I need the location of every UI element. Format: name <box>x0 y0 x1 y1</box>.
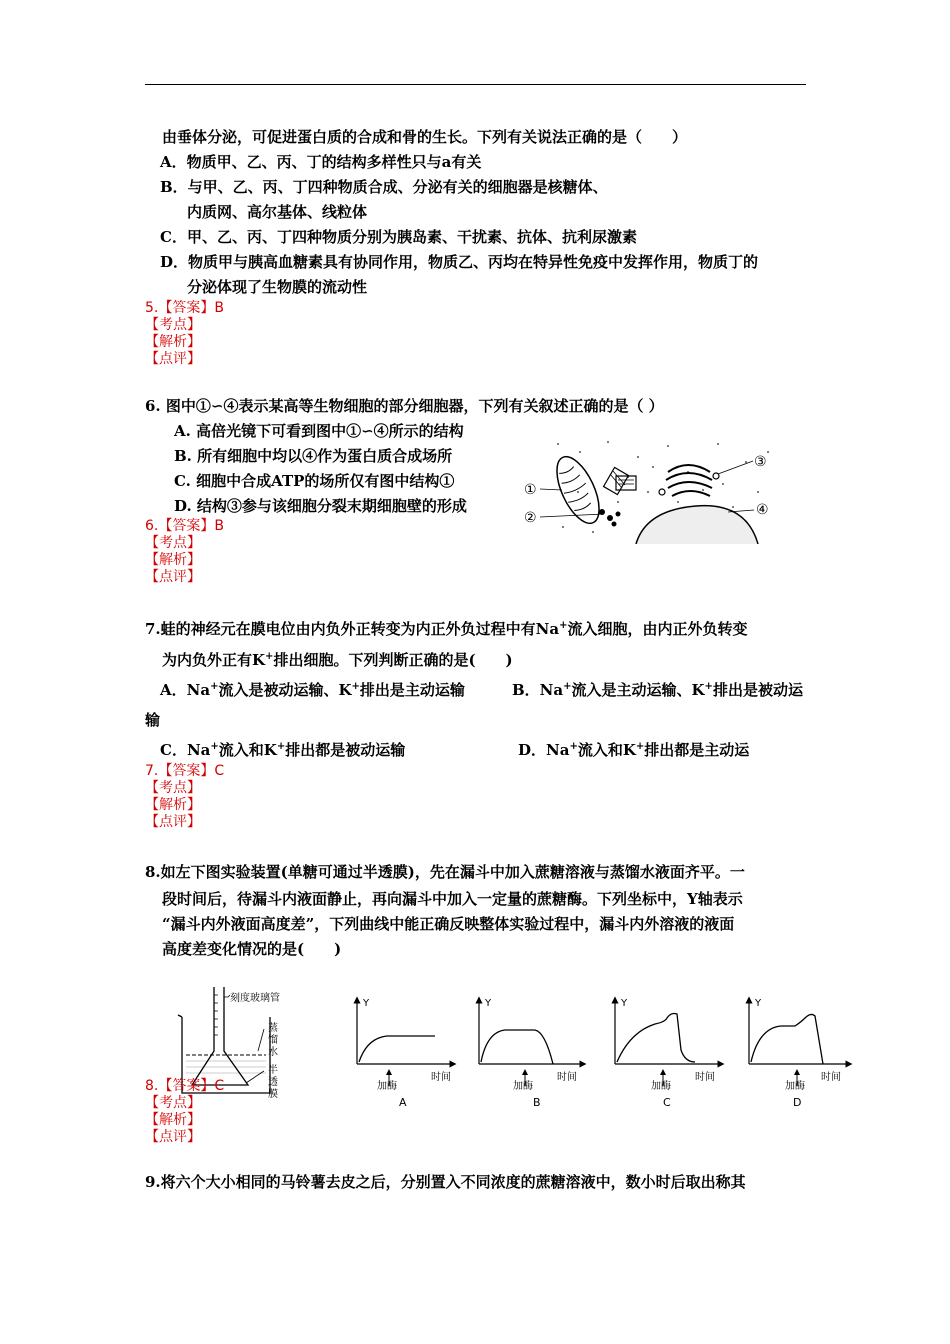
ribosome-icon <box>599 509 621 527</box>
graph-letter-d: D <box>793 1096 802 1109</box>
graph-letter-c: C <box>663 1096 671 1109</box>
curve-c <box>617 1014 695 1063</box>
q6-option-a: A. 高倍光镜下可看到图中①∽④所示的结构 <box>174 422 464 440</box>
q7-stem2-a: 为内负外正有K <box>162 651 266 669</box>
x-axis-label: 时间 <box>557 1072 577 1083</box>
fig-label-1: ① <box>524 482 537 498</box>
height-difference-graphs <box>345 992 855 1112</box>
graph-letter-b: B <box>533 1096 541 1109</box>
x-axis-label: 时间 <box>821 1072 841 1083</box>
q7-option-d <box>518 740 749 760</box>
q8-answer: 8.【答案】C <box>145 1078 225 1094</box>
q6-stem: 6. 图中①∽④表示某高等生物细胞的部分细胞器，下列有关叙述正确的是（ ） <box>145 397 664 415</box>
q5-jiexi: 【解析】 <box>145 334 201 350</box>
q5-option-c: C．甲、乙、丙、丁四种物质分别为胰岛素、干扰素、抗体、抗利尿激素 <box>160 228 637 246</box>
q7-option-a <box>160 680 465 700</box>
superscript: + <box>704 681 713 692</box>
superscript: + <box>351 681 360 692</box>
q7-stem1-b: 流入细胞，由内正外负转变 <box>567 620 748 638</box>
q9-stem: 9.将六个大小相同的马铃薯去皮之后，分别置入不同浓度的蔗糖溶液中，数小时后取出称其 <box>145 1173 746 1191</box>
q6-jiexi: 【解析】 <box>145 552 201 568</box>
superscript: + <box>563 681 572 692</box>
enzyme-label: 加酶 <box>651 1081 671 1092</box>
superscript: + <box>276 741 286 752</box>
q7-option-b <box>512 680 803 700</box>
q7-stem-line1 <box>145 619 748 639</box>
curve-a <box>359 1036 435 1062</box>
q5-option-d: D．物质甲与胰高血糖素具有协同作用，物质乙、丙均在特异性免疫中发挥作用，物质丁的 <box>160 253 759 271</box>
q7-kaodian: 【考点】 <box>145 780 201 796</box>
cell-organelle-figure <box>518 432 780 544</box>
header-rule <box>145 84 806 85</box>
q7-d-3: 排出都是主动运 <box>644 741 750 759</box>
x-axis-label: 时间 <box>695 1072 715 1083</box>
q7-dianping: 【点评】 <box>145 814 201 830</box>
fig-label-4: ④ <box>756 502 769 518</box>
q7-a-1: A．Na <box>160 681 211 699</box>
q6-option-c: C. 细胞中合成ATP的场所仅有图中结构① <box>174 472 455 490</box>
q8-stem-line4: 高度差变化情况的是( ) <box>162 940 342 958</box>
superscript: + <box>559 620 568 631</box>
curve-d <box>751 1014 823 1064</box>
graph-c <box>615 998 721 1109</box>
q7-jiexi: 【解析】 <box>145 797 201 813</box>
q7-stem1-a: 7.蛙的神经元在膜电位由内负外正转变为内正外负过程中有Na <box>145 620 560 638</box>
q7-answer: 7.【答案】C <box>145 763 225 779</box>
graph-b <box>479 998 583 1109</box>
label-membrane-1: 半 <box>268 1065 278 1076</box>
q6-option-b: B. 所有细胞中均以④作为蛋白质合成场所 <box>174 447 453 465</box>
superscript: + <box>210 681 219 692</box>
q7-b-1: B．Na <box>512 681 564 699</box>
q7-c-2: 流入和K <box>218 741 277 759</box>
q5-kaodian: 【考点】 <box>145 317 201 333</box>
golgi-icon <box>659 465 719 496</box>
q5-stem: 由垂体分泌，可促进蛋白质的合成和骨的生长。下列有关说法正确的是（ ） <box>162 128 688 146</box>
q8-jiexi: 【解析】 <box>145 1112 201 1128</box>
label-water-3: 水 <box>268 1047 278 1058</box>
q7-option-b-wrap: 输 <box>145 711 161 729</box>
q5-option-b-cont: 内质网、高尔基体、线粒体 <box>187 203 368 221</box>
q7-a-2: 流入是被动运输、K <box>218 681 352 699</box>
enzyme-label: 加酶 <box>785 1081 805 1092</box>
curve-b <box>481 1030 553 1064</box>
superscript: + <box>635 741 645 752</box>
q7-stem-line2 <box>162 650 513 670</box>
y-axis-label: Y <box>621 998 628 1009</box>
q5-dianping: 【点评】 <box>145 351 201 367</box>
q7-option-c <box>160 740 405 760</box>
enzyme-label: 加酶 <box>513 1081 533 1092</box>
q5-option-a: A．物质甲、乙、丙、丁的结构多样性只与a有关 <box>160 153 482 171</box>
graph-letter-a: A <box>399 1096 407 1109</box>
q5-option-b: B．与甲、乙、丙、丁四种物质合成、分泌有关的细胞器是核糖体、 <box>160 178 608 196</box>
x-axis-label: 时间 <box>431 1072 451 1083</box>
q8-kaodian: 【考点】 <box>145 1095 201 1111</box>
y-axis-label: Y <box>755 998 762 1009</box>
q8-stem-line2: 段时间后，待漏斗内液面静止，再向漏斗中加入一定量的蔗糖酶。下列坐标中，Y轴表示 <box>162 890 743 908</box>
q7-b-3: 排出是被动运 <box>712 681 803 699</box>
q8-stem-line3: “漏斗内外液面高度差”，下列曲线中能正确反映整体实验过程中，漏斗内外溶液的液面 <box>162 915 735 933</box>
label-membrane-2: 透 <box>268 1077 278 1088</box>
graph-d <box>749 998 849 1109</box>
graph-a <box>357 998 453 1109</box>
fig-label-2: ② <box>524 510 537 526</box>
centrosome-icon <box>604 467 636 494</box>
q5-answer: 5.【答案】B <box>145 300 224 316</box>
superscript: + <box>265 651 274 662</box>
q7-c-3: 排出都是被动运输 <box>285 741 406 759</box>
label-membrane-3: 膜 <box>268 1089 278 1100</box>
q7-b-2: 流入是主动运输、K <box>571 681 705 699</box>
superscript: + <box>210 741 219 752</box>
label-water-1: 蒸 <box>268 1023 278 1034</box>
q8-stem-line1: 8.如左下图实验装置(单糖可通过半透膜)，先在漏斗中加入蔗糖溶液与蒸馏水液面齐平。一 <box>145 863 745 881</box>
q7-a-3: 排出是主动运输 <box>359 681 465 699</box>
q6-option-d: D. 结构③参与该细胞分裂末期细胞壁的形成 <box>174 497 467 515</box>
label-graduated-tube: 刻度玻璃管 <box>230 993 280 1004</box>
q7-d-2: 流入和K <box>577 741 636 759</box>
superscript: + <box>569 741 578 752</box>
enzyme-label: 加酶 <box>377 1081 397 1092</box>
y-axis-label: Y <box>485 998 492 1009</box>
q7-d-1: D．Na <box>518 741 570 759</box>
label-water-2: 馏 <box>268 1035 278 1046</box>
q8-dianping: 【点评】 <box>145 1129 201 1145</box>
q6-kaodian: 【考点】 <box>145 535 201 551</box>
q7-c-1: C．Na <box>160 741 211 759</box>
q5-option-d-cont: 分泌体现了生物膜的流动性 <box>187 278 368 296</box>
q6-answer: 6.【答案】B <box>145 518 224 534</box>
q7-stem2-b: 排出细胞。下列判断正确的是( ) <box>273 651 513 669</box>
fig-label-3: ③ <box>754 454 767 470</box>
y-axis-label: Y <box>363 998 370 1009</box>
q6-dianping: 【点评】 <box>145 569 201 585</box>
